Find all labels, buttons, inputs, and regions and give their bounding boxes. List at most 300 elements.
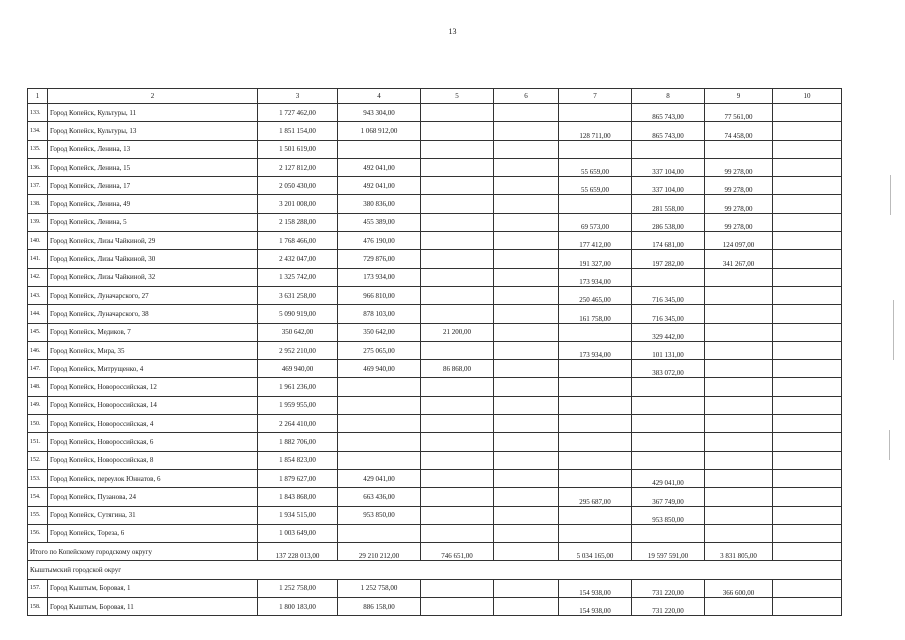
value-cell-c5: 86 868,00 bbox=[421, 360, 494, 378]
value-cell-c3: 350 642,00 bbox=[258, 323, 338, 341]
row-number: 138. bbox=[28, 195, 48, 213]
address-cell: Город Копейск, Новороссийская, 14 bbox=[48, 396, 258, 414]
value-cell-c10 bbox=[773, 451, 842, 469]
column-header: 9 bbox=[705, 89, 773, 104]
value-cell-c8 bbox=[632, 451, 705, 469]
value-cell-c9 bbox=[705, 286, 773, 304]
value-cell-c5 bbox=[421, 433, 494, 451]
value-cell-c9 bbox=[705, 488, 773, 506]
value-cell-c4: 663 436,00 bbox=[338, 488, 421, 506]
value-cell-c7 bbox=[559, 469, 632, 487]
value-cell-c6 bbox=[494, 250, 559, 268]
value-cell-c6 bbox=[494, 341, 559, 359]
value-cell-c5 bbox=[421, 286, 494, 304]
value-cell-c9 bbox=[705, 360, 773, 378]
table-row bbox=[28, 598, 842, 616]
address-cell: Город Копейск, Новороссийская, 8 bbox=[48, 451, 258, 469]
value-cell-c10 bbox=[773, 104, 842, 122]
value-cell-c5 bbox=[421, 598, 494, 616]
value-cell-c8: 101 131,00 bbox=[632, 341, 705, 359]
row-number: 141. bbox=[28, 250, 48, 268]
value-cell-c5 bbox=[421, 104, 494, 122]
value-cell-c3: 3 201 008,00 bbox=[258, 195, 338, 213]
address-cell: Город Копейск, Ленина, 15 bbox=[48, 158, 258, 176]
value-cell-c8: 286 538,00 bbox=[632, 213, 705, 231]
column-header: 6 bbox=[494, 89, 559, 104]
value-cell-c4: 953 850,00 bbox=[338, 506, 421, 524]
value-cell-c4: 1 252 758,00 bbox=[338, 579, 421, 597]
value-cell-c7 bbox=[559, 360, 632, 378]
column-header: 1 bbox=[28, 89, 48, 104]
value-cell-c3: 1 325 742,00 bbox=[258, 268, 338, 286]
value-cell-c8: 367 749,00 bbox=[632, 488, 705, 506]
table-row bbox=[28, 524, 842, 542]
section-label: Кыштымский городской округ bbox=[28, 561, 842, 579]
value-cell-c3: 1 879 627,00 bbox=[258, 469, 338, 487]
column-header: 7 bbox=[559, 89, 632, 104]
address-cell: Город Копейск, Лизы Чайкиной, 30 bbox=[48, 250, 258, 268]
scan-speck bbox=[889, 430, 890, 460]
table-row bbox=[28, 177, 842, 195]
address-cell: Город Копейск, Ленина, 17 bbox=[48, 177, 258, 195]
value-cell-c7: 128 711,00 bbox=[559, 122, 632, 140]
value-cell-c4: 878 103,00 bbox=[338, 305, 421, 323]
value-cell-c7: 55 659,00 bbox=[559, 158, 632, 176]
value-cell-c3: 1 501 619,00 bbox=[258, 140, 338, 158]
row-number: 148. bbox=[28, 378, 48, 396]
total-row bbox=[28, 543, 842, 561]
value-cell-c3: 1 882 706,00 bbox=[258, 433, 338, 451]
value-cell-c8: 383 072,00 bbox=[632, 360, 705, 378]
value-cell-c3: 1 843 868,00 bbox=[258, 488, 338, 506]
value-cell-c5 bbox=[421, 396, 494, 414]
row-number: 155. bbox=[28, 506, 48, 524]
value-cell-c9: 99 278,00 bbox=[705, 158, 773, 176]
value-cell-c10 bbox=[773, 378, 842, 396]
address-cell: Город Копейск, Лизы Чайкиной, 32 bbox=[48, 268, 258, 286]
value-cell-c5 bbox=[421, 305, 494, 323]
value-cell-c8 bbox=[632, 140, 705, 158]
value-cell-c10 bbox=[773, 268, 842, 286]
value-cell-c9 bbox=[705, 323, 773, 341]
value-cell-c4: 492 041,00 bbox=[338, 177, 421, 195]
value-cell-c5 bbox=[421, 158, 494, 176]
value-cell-c10 bbox=[773, 360, 842, 378]
value-cell-c5 bbox=[421, 488, 494, 506]
value-cell-c9 bbox=[705, 524, 773, 542]
address-cell: Город Копейск, Луначарского, 38 bbox=[48, 305, 258, 323]
table-row bbox=[28, 323, 842, 341]
value-cell-c4 bbox=[338, 433, 421, 451]
table-row bbox=[28, 122, 842, 140]
value-cell-c4 bbox=[338, 524, 421, 542]
value-cell-c3: 3 631 258,00 bbox=[258, 286, 338, 304]
value-cell-c10 bbox=[773, 232, 842, 250]
value-cell-c10 bbox=[773, 213, 842, 231]
value-cell-c8 bbox=[632, 268, 705, 286]
value-cell-c6 bbox=[494, 305, 559, 323]
value-cell-c8 bbox=[632, 524, 705, 542]
value-cell-c10 bbox=[773, 341, 842, 359]
value-cell-c7 bbox=[559, 104, 632, 122]
row-number: 145. bbox=[28, 323, 48, 341]
total-cell-c4: 29 210 212,00 bbox=[338, 543, 421, 561]
value-cell-c6 bbox=[494, 158, 559, 176]
value-cell-c4: 492 041,00 bbox=[338, 158, 421, 176]
address-cell: Город Копейск, переулок Юннатов, 6 bbox=[48, 469, 258, 487]
value-cell-c8 bbox=[632, 378, 705, 396]
value-cell-c8: 716 345,00 bbox=[632, 305, 705, 323]
table-row bbox=[28, 305, 842, 323]
value-cell-c3: 2 158 288,00 bbox=[258, 213, 338, 231]
value-cell-c5 bbox=[421, 140, 494, 158]
value-cell-c4: 275 065,00 bbox=[338, 341, 421, 359]
value-cell-c3: 1 252 758,00 bbox=[258, 579, 338, 597]
value-cell-c9 bbox=[705, 433, 773, 451]
table-row bbox=[28, 140, 842, 158]
table-row bbox=[28, 469, 842, 487]
value-cell-c5 bbox=[421, 451, 494, 469]
value-cell-c9: 341 267,00 bbox=[705, 250, 773, 268]
value-cell-c9 bbox=[705, 598, 773, 616]
section-row bbox=[28, 561, 842, 579]
value-cell-c9 bbox=[705, 305, 773, 323]
value-cell-c5 bbox=[421, 579, 494, 597]
table-row bbox=[28, 451, 842, 469]
value-cell-c4: 350 642,00 bbox=[338, 323, 421, 341]
value-cell-c9: 77 561,00 bbox=[705, 104, 773, 122]
row-number: 136. bbox=[28, 158, 48, 176]
row-number: 146. bbox=[28, 341, 48, 359]
header-row bbox=[28, 89, 842, 104]
value-cell-c3: 1 961 236,00 bbox=[258, 378, 338, 396]
value-cell-c9 bbox=[705, 451, 773, 469]
value-cell-c10 bbox=[773, 524, 842, 542]
value-cell-c9: 124 097,00 bbox=[705, 232, 773, 250]
value-cell-c8: 329 442,00 bbox=[632, 323, 705, 341]
column-header: 10 bbox=[773, 89, 842, 104]
total-cell-c3: 137 228 013,00 bbox=[258, 543, 338, 561]
table-row bbox=[28, 506, 842, 524]
value-cell-c4: 1 068 912,00 bbox=[338, 122, 421, 140]
value-cell-c4: 173 934,00 bbox=[338, 268, 421, 286]
value-cell-c9: 99 278,00 bbox=[705, 177, 773, 195]
value-cell-c4: 966 810,00 bbox=[338, 286, 421, 304]
value-cell-c8: 953 850,00 bbox=[632, 506, 705, 524]
column-header: 3 bbox=[258, 89, 338, 104]
value-cell-c7 bbox=[559, 524, 632, 542]
value-cell-c5 bbox=[421, 122, 494, 140]
scan-speck bbox=[890, 175, 891, 215]
table-row bbox=[28, 250, 842, 268]
row-number: 149. bbox=[28, 396, 48, 414]
value-cell-c7 bbox=[559, 506, 632, 524]
value-cell-c3: 1 003 649,00 bbox=[258, 524, 338, 542]
table-row bbox=[28, 286, 842, 304]
total-cell-c10 bbox=[773, 543, 842, 561]
total-cell-c8: 19 597 591,00 bbox=[632, 543, 705, 561]
scan-speck bbox=[893, 300, 894, 360]
address-cell: Город Копейск, Митрущенко, 4 bbox=[48, 360, 258, 378]
table-row bbox=[28, 488, 842, 506]
row-number: 150. bbox=[28, 415, 48, 433]
table-row bbox=[28, 433, 842, 451]
value-cell-c7 bbox=[559, 433, 632, 451]
address-cell: Город Копейск, Новороссийская, 12 bbox=[48, 378, 258, 396]
value-cell-c7: 295 687,00 bbox=[559, 488, 632, 506]
value-cell-c10 bbox=[773, 488, 842, 506]
address-cell: Город Копейск, Пузанова, 24 bbox=[48, 488, 258, 506]
value-cell-c7 bbox=[559, 415, 632, 433]
total-cell-c5: 746 651,00 bbox=[421, 543, 494, 561]
value-cell-c6 bbox=[494, 488, 559, 506]
row-number: 152. bbox=[28, 451, 48, 469]
value-cell-c4 bbox=[338, 415, 421, 433]
table-row bbox=[28, 268, 842, 286]
value-cell-c3: 1 851 154,00 bbox=[258, 122, 338, 140]
table-row bbox=[28, 104, 842, 122]
value-cell-c6 bbox=[494, 140, 559, 158]
value-cell-c10 bbox=[773, 177, 842, 195]
value-cell-c8: 429 041,00 bbox=[632, 469, 705, 487]
value-cell-c8: 174 681,00 bbox=[632, 232, 705, 250]
value-cell-c3: 1 854 823,00 bbox=[258, 451, 338, 469]
value-cell-c10 bbox=[773, 415, 842, 433]
address-cell: Город Копейск, Ленина, 49 bbox=[48, 195, 258, 213]
value-cell-c3: 2 050 430,00 bbox=[258, 177, 338, 195]
address-cell: Город Копейск, Новороссийская, 6 bbox=[48, 433, 258, 451]
value-cell-c7: 191 327,00 bbox=[559, 250, 632, 268]
value-cell-c9 bbox=[705, 140, 773, 158]
value-cell-c6 bbox=[494, 506, 559, 524]
value-cell-c6 bbox=[494, 360, 559, 378]
value-cell-c5 bbox=[421, 232, 494, 250]
table-row bbox=[28, 232, 842, 250]
value-cell-c9 bbox=[705, 341, 773, 359]
row-number: 143. bbox=[28, 286, 48, 304]
value-cell-c5 bbox=[421, 213, 494, 231]
table-row bbox=[28, 360, 842, 378]
value-cell-c4: 943 304,00 bbox=[338, 104, 421, 122]
row-number: 156. bbox=[28, 524, 48, 542]
row-number: 133. bbox=[28, 104, 48, 122]
total-cell-c9: 3 831 805,00 bbox=[705, 543, 773, 561]
value-cell-c6 bbox=[494, 378, 559, 396]
row-number: 142. bbox=[28, 268, 48, 286]
value-cell-c3: 1 800 183,00 bbox=[258, 598, 338, 616]
value-cell-c7: 154 938,00 bbox=[559, 598, 632, 616]
row-number: 135. bbox=[28, 140, 48, 158]
value-cell-c5 bbox=[421, 524, 494, 542]
value-cell-c7 bbox=[559, 195, 632, 213]
value-cell-c10 bbox=[773, 598, 842, 616]
value-cell-c4 bbox=[338, 378, 421, 396]
value-cell-c6 bbox=[494, 104, 559, 122]
value-cell-c6 bbox=[494, 232, 559, 250]
value-cell-c7 bbox=[559, 140, 632, 158]
value-cell-c6 bbox=[494, 524, 559, 542]
value-cell-c8: 731 220,00 bbox=[632, 598, 705, 616]
address-cell: Город Копейск, Культуры, 13 bbox=[48, 122, 258, 140]
value-cell-c4: 469 940,00 bbox=[338, 360, 421, 378]
value-cell-c7: 250 465,00 bbox=[559, 286, 632, 304]
row-number: 137. bbox=[28, 177, 48, 195]
value-cell-c4: 886 158,00 bbox=[338, 598, 421, 616]
value-cell-c8: 197 282,00 bbox=[632, 250, 705, 268]
value-cell-c10 bbox=[773, 140, 842, 158]
value-cell-c9: 99 278,00 bbox=[705, 213, 773, 231]
value-cell-c6 bbox=[494, 195, 559, 213]
value-cell-c8: 731 220,00 bbox=[632, 579, 705, 597]
row-number: 157. bbox=[28, 579, 48, 597]
row-number: 158. bbox=[28, 598, 48, 616]
value-cell-c3: 2 952 210,00 bbox=[258, 341, 338, 359]
value-cell-c5 bbox=[421, 195, 494, 213]
value-cell-c4 bbox=[338, 396, 421, 414]
value-cell-c6 bbox=[494, 433, 559, 451]
value-cell-c8: 281 558,00 bbox=[632, 195, 705, 213]
value-cell-c7: 69 573,00 bbox=[559, 213, 632, 231]
address-cell: Город Копейск, Медиков, 7 bbox=[48, 323, 258, 341]
value-cell-c10 bbox=[773, 250, 842, 268]
value-cell-c7 bbox=[559, 451, 632, 469]
value-cell-c3: 5 090 919,00 bbox=[258, 305, 338, 323]
value-cell-c3: 1 727 462,00 bbox=[258, 104, 338, 122]
row-number: 144. bbox=[28, 305, 48, 323]
total-label: Итого по Копейскому городскому округу bbox=[28, 543, 258, 561]
value-cell-c6 bbox=[494, 396, 559, 414]
address-cell: Город Кыштым, Боровая, 11 bbox=[48, 598, 258, 616]
column-header: 2 bbox=[48, 89, 258, 104]
address-cell: Город Копейск, Ленина, 5 bbox=[48, 213, 258, 231]
value-cell-c8: 337 104,00 bbox=[632, 158, 705, 176]
row-number: 154. bbox=[28, 488, 48, 506]
value-cell-c7: 177 412,00 bbox=[559, 232, 632, 250]
value-cell-c9 bbox=[705, 378, 773, 396]
value-cell-c9 bbox=[705, 506, 773, 524]
value-cell-c3: 469 940,00 bbox=[258, 360, 338, 378]
value-cell-c8: 716 345,00 bbox=[632, 286, 705, 304]
value-cell-c10 bbox=[773, 122, 842, 140]
table-row bbox=[28, 378, 842, 396]
value-cell-c3: 1 959 955,00 bbox=[258, 396, 338, 414]
column-header: 4 bbox=[338, 89, 421, 104]
value-cell-c10 bbox=[773, 433, 842, 451]
value-cell-c6 bbox=[494, 286, 559, 304]
value-cell-c8: 865 743,00 bbox=[632, 122, 705, 140]
value-cell-c6 bbox=[494, 177, 559, 195]
value-cell-c10 bbox=[773, 506, 842, 524]
value-cell-c8 bbox=[632, 415, 705, 433]
address-cell: Город Копейск, Мира, 35 bbox=[48, 341, 258, 359]
value-cell-c6 bbox=[494, 323, 559, 341]
table-body bbox=[28, 89, 842, 616]
value-cell-c7: 173 934,00 bbox=[559, 268, 632, 286]
value-cell-c7: 173 934,00 bbox=[559, 341, 632, 359]
value-cell-c9 bbox=[705, 268, 773, 286]
value-cell-c4: 729 876,00 bbox=[338, 250, 421, 268]
column-header: 5 bbox=[421, 89, 494, 104]
table-row bbox=[28, 579, 842, 597]
register-table bbox=[27, 88, 842, 616]
value-cell-c10 bbox=[773, 323, 842, 341]
value-cell-c4: 429 041,00 bbox=[338, 469, 421, 487]
value-cell-c4: 380 836,00 bbox=[338, 195, 421, 213]
table-row bbox=[28, 341, 842, 359]
row-number: 153. bbox=[28, 469, 48, 487]
value-cell-c7 bbox=[559, 378, 632, 396]
value-cell-c9: 74 458,00 bbox=[705, 122, 773, 140]
value-cell-c7 bbox=[559, 396, 632, 414]
value-cell-c6 bbox=[494, 415, 559, 433]
value-cell-c7 bbox=[559, 323, 632, 341]
value-cell-c3: 2 432 047,00 bbox=[258, 250, 338, 268]
value-cell-c10 bbox=[773, 579, 842, 597]
value-cell-c5 bbox=[421, 469, 494, 487]
table-row bbox=[28, 213, 842, 231]
value-cell-c6 bbox=[494, 268, 559, 286]
row-number: 139. bbox=[28, 213, 48, 231]
address-cell: Город Копейск, Сутягина, 31 bbox=[48, 506, 258, 524]
page-number: 13 bbox=[448, 27, 457, 36]
total-cell-c7: 5 034 165,00 bbox=[559, 543, 632, 561]
total-cell-c6 bbox=[494, 543, 559, 561]
row-number: 134. bbox=[28, 122, 48, 140]
value-cell-c4: 476 190,00 bbox=[338, 232, 421, 250]
row-number: 151. bbox=[28, 433, 48, 451]
table-row bbox=[28, 158, 842, 176]
value-cell-c10 bbox=[773, 195, 842, 213]
value-cell-c9: 99 278,00 bbox=[705, 195, 773, 213]
value-cell-c5 bbox=[421, 268, 494, 286]
value-cell-c8: 865 743,00 bbox=[632, 104, 705, 122]
address-cell: Город Кыштым, Боровая, 1 bbox=[48, 579, 258, 597]
value-cell-c5 bbox=[421, 415, 494, 433]
value-cell-c8: 337 104,00 bbox=[632, 177, 705, 195]
value-cell-c6 bbox=[494, 598, 559, 616]
value-cell-c4 bbox=[338, 451, 421, 469]
value-cell-c9 bbox=[705, 415, 773, 433]
value-cell-c10 bbox=[773, 158, 842, 176]
value-cell-c7: 55 659,00 bbox=[559, 177, 632, 195]
value-cell-c5 bbox=[421, 378, 494, 396]
table-row bbox=[28, 396, 842, 414]
value-cell-c5: 21 200,00 bbox=[421, 323, 494, 341]
value-cell-c8 bbox=[632, 433, 705, 451]
value-cell-c3: 1 934 515,00 bbox=[258, 506, 338, 524]
value-cell-c4 bbox=[338, 140, 421, 158]
address-cell: Город Копейск, Лизы Чайкиной, 29 bbox=[48, 232, 258, 250]
address-cell: Город Копейск, Культуры, 11 bbox=[48, 104, 258, 122]
value-cell-c10 bbox=[773, 469, 842, 487]
value-cell-c3: 2 127 812,00 bbox=[258, 158, 338, 176]
row-number: 140. bbox=[28, 232, 48, 250]
value-cell-c10 bbox=[773, 286, 842, 304]
address-cell: Город Копейск, Луначарского, 27 bbox=[48, 286, 258, 304]
row-number: 147. bbox=[28, 360, 48, 378]
value-cell-c6 bbox=[494, 213, 559, 231]
value-cell-c9 bbox=[705, 396, 773, 414]
address-cell: Город Копейск, Новороссийская, 4 bbox=[48, 415, 258, 433]
value-cell-c10 bbox=[773, 396, 842, 414]
value-cell-c3: 2 264 410,00 bbox=[258, 415, 338, 433]
value-cell-c5 bbox=[421, 177, 494, 195]
table-row bbox=[28, 195, 842, 213]
value-cell-c5 bbox=[421, 250, 494, 268]
value-cell-c8 bbox=[632, 396, 705, 414]
address-cell: Город Копейск, Ленина, 13 bbox=[48, 140, 258, 158]
value-cell-c10 bbox=[773, 305, 842, 323]
